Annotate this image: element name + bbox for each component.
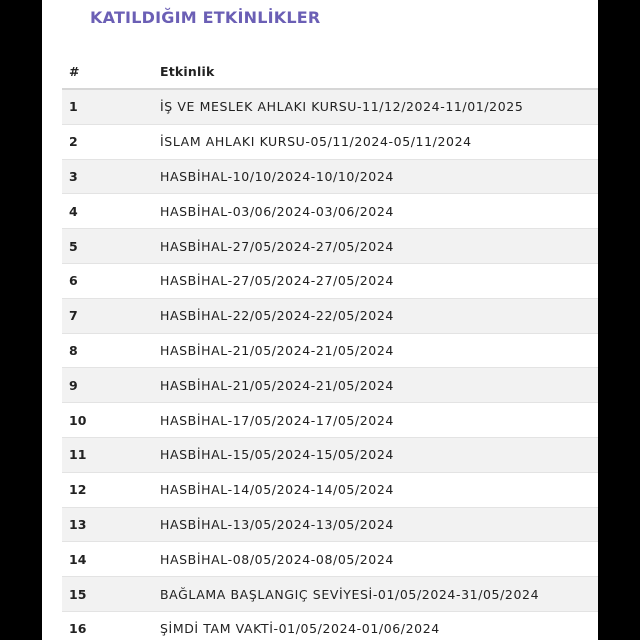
table-row	[62, 438, 598, 473]
table-row	[62, 577, 598, 612]
events-panel	[42, 0, 598, 640]
table-row	[62, 473, 598, 508]
row-number: 9	[69, 377, 78, 393]
table-row	[62, 508, 598, 543]
row-number: 15	[69, 586, 87, 602]
table-header-row	[62, 54, 598, 90]
row-event-name: HASBİHAL-17/05/2024-17/05/2024	[160, 412, 394, 428]
row-number: 6	[69, 273, 78, 289]
section-title: KATILDIĞIM ETKİNLİKLER	[90, 8, 321, 27]
table-row	[62, 194, 598, 229]
row-event-name: İSLAM AHLAKI KURSU-05/11/2024-05/11/2024	[160, 134, 472, 150]
row-event-name: HASBİHAL-03/06/2024-03/06/2024	[160, 203, 394, 219]
table-row	[62, 299, 598, 334]
table-row	[62, 368, 598, 403]
row-number: 3	[69, 168, 78, 184]
row-event-name: HASBİHAL-10/10/2024-10/10/2024	[160, 168, 394, 184]
table-row	[62, 125, 598, 160]
column-header-number: #	[69, 63, 80, 79]
row-number: 13	[69, 516, 87, 532]
row-event-name: HASBİHAL-27/05/2024-27/05/2024	[160, 273, 394, 289]
row-event-name: HASBİHAL-15/05/2024-15/05/2024	[160, 447, 394, 463]
row-number: 1	[69, 99, 78, 115]
table-row	[62, 90, 598, 125]
row-number: 11	[69, 447, 87, 463]
table-body	[62, 90, 598, 640]
table-row	[62, 264, 598, 299]
row-event-name: HASBİHAL-22/05/2024-22/05/2024	[160, 308, 394, 324]
row-number: 12	[69, 482, 87, 498]
table-row	[62, 612, 598, 640]
row-event-name: HASBİHAL-21/05/2024-21/05/2024	[160, 342, 394, 358]
table-row	[62, 334, 598, 369]
row-number: 7	[69, 308, 78, 324]
row-number: 4	[69, 203, 78, 219]
row-number: 14	[69, 551, 87, 567]
row-number: 16	[69, 621, 87, 637]
row-number: 5	[69, 238, 78, 254]
row-number: 10	[69, 412, 87, 428]
row-number: 2	[69, 134, 78, 150]
row-event-name: HASBİHAL-27/05/2024-27/05/2024	[160, 238, 394, 254]
table-row	[62, 160, 598, 195]
row-event-name: BAĞLAMA BAŞLANGIÇ SEVİYESİ-01/05/2024-31/05/2024	[160, 586, 540, 602]
table-row	[62, 229, 598, 264]
row-number: 8	[69, 342, 78, 358]
row-event-name: HASBİHAL-14/05/2024-14/05/2024	[160, 482, 394, 498]
row-event-name: ŞİMDİ TAM VAKTİ-01/05/2024-01/06/2024	[160, 621, 440, 637]
row-event-name: HASBİHAL-08/05/2024-08/05/2024	[160, 551, 394, 567]
row-event-name: HASBİHAL-21/05/2024-21/05/2024	[160, 377, 394, 393]
table-row	[62, 403, 598, 438]
events-table	[62, 54, 598, 640]
row-event-name: HASBİHAL-13/05/2024-13/05/2024	[160, 516, 394, 532]
column-header-event: Etkinlik	[160, 63, 215, 79]
row-event-name: İŞ VE MESLEK AHLAKI KURSU-11/12/2024-11/01/2025	[160, 99, 524, 115]
table-row	[62, 542, 598, 577]
